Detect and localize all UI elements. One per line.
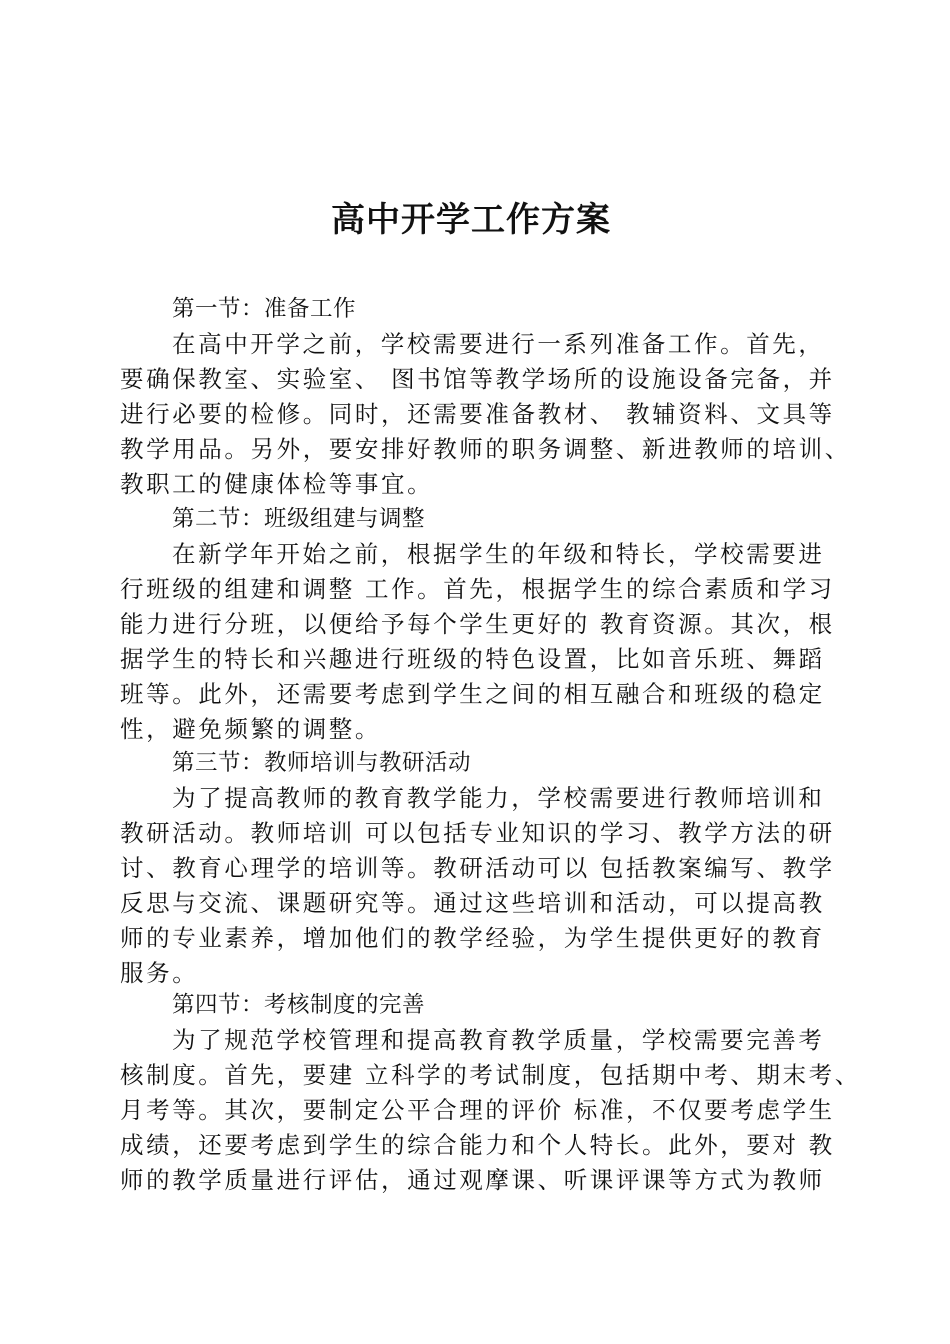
document-title: 高中开学工作方案 <box>331 200 611 240</box>
paragraph-line: 服务。 <box>120 959 199 987</box>
paragraph-line: 性，避免频繁的调整。 <box>120 715 381 743</box>
section-heading-1: 第一节：准备工作 <box>172 296 357 322</box>
paragraph-line: 师的教学质量进行评估，通过观摩课、听课评课等方式为教师 <box>120 1166 825 1194</box>
paragraph-line: 师的专业素养，增加他们的教学经验，为学生提供更好的教育 <box>120 924 825 952</box>
paragraph-line: 要确保教室、实验室、 图书馆等教学场所的设施设备完备，并 <box>120 365 835 393</box>
section-heading-3: 第三节：教师培训与教研活动 <box>172 750 472 776</box>
paragraph-line: 为了提高教师的教育教学能力，学校需要进行教师培训和 <box>172 784 825 812</box>
paragraph-line: 讨、教育心理学的培训等。教研活动可以 包括教案编写、教学 <box>120 854 835 882</box>
paragraph-line: 教研活动。教师培训 可以包括专业知识的学习、教学方法的研 <box>120 819 835 847</box>
paragraph-line: 反思与交流、课题研究等。通过这些培训和活动，可以提高教 <box>120 889 825 917</box>
section-heading-2: 第二节：班级组建与调整 <box>172 506 426 532</box>
paragraph-line: 月考等。其次，要制定公平合理的评价 标准，不仅要考虑学生 <box>120 1096 835 1124</box>
paragraph-line: 为了规范学校管理和提高教育教学质量，学校需要完善考 <box>172 1026 825 1054</box>
paragraph-line: 据学生的特长和兴趣进行班级的特色设置，比如音乐班、舞蹈 <box>120 645 825 673</box>
section-heading-4: 第四节：考核制度的完善 <box>172 992 426 1018</box>
paragraph-line: 教职工的健康体检等事宜。 <box>120 470 434 498</box>
paragraph-line: 核制度。首先，要建 立科学的考试制度，包括期中考、期末考、 <box>120 1061 861 1089</box>
paragraph-line: 在新学年开始之前，根据学生的年级和特长，学校需要进 <box>172 540 825 568</box>
paragraph-line: 班等。此外，还需要考虑到学生之间的相互融合和班级的稳定 <box>120 680 825 708</box>
paragraph-line: 在高中开学之前，学校需要进行一系列准备工作。首先， <box>172 330 825 358</box>
paragraph-line: 能力进行分班，以便给予每个学生更好的 教育资源。其次，根 <box>120 610 835 638</box>
paragraph-line: 进行必要的检修。同时，还需要准备教材、 教辅资料、文具等 <box>120 400 835 428</box>
paragraph-line: 行班级的组建和调整 工作。首先，根据学生的综合素质和学习 <box>120 575 835 603</box>
paragraph-line: 成绩，还要考虑到学生的综合能力和个人特长。此外，要对 教 <box>120 1131 835 1159</box>
paragraph-line: 教学用品。另外，要安排好教师的职务调整、新进教师的培训、 <box>120 435 851 463</box>
